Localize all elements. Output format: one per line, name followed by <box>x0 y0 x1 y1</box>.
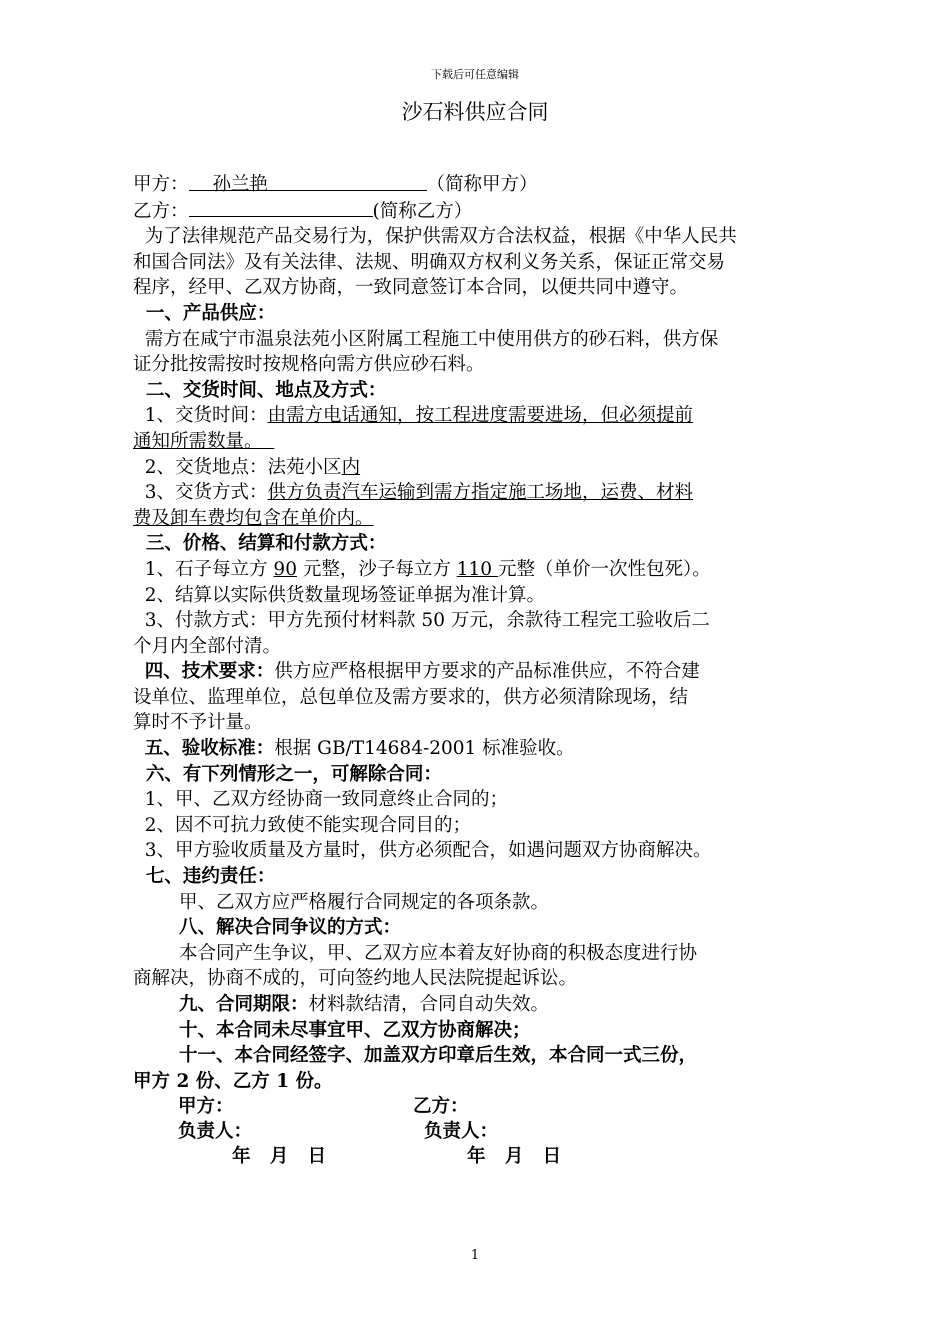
list-item: 1、甲、乙双方经协商一致同意终止合同的； <box>144 789 509 811</box>
price-line: 1、石子每立方 90 元整，沙子每立方 110 元整（单价一次性包死）。 <box>144 558 711 580</box>
party-b-line: 乙方： (简称乙方） <box>133 198 823 225</box>
delivery-mode-line: 3、交货方式：供方负责汽车运输到需方指定施工场地，运费、材料 <box>144 482 694 504</box>
preamble-line: 和国合同法》及有关法律、法规、明确双方权利义务关系，保证正常交易 <box>133 251 726 273</box>
signature-party-b-date: 年 月 日 <box>467 1146 562 1167</box>
paragraph-line: 甲、乙双方应严格履行合同规定的各项条款。 <box>179 891 550 913</box>
signature-party-a-responsible: 负责人： <box>178 1121 253 1142</box>
section-heading: 三、价格、结算和付款方式： <box>145 533 387 555</box>
party-a-line: 甲方： 孙兰艳 （简称甲方） <box>133 174 538 195</box>
page-number: 1 <box>470 1248 480 1263</box>
paragraph-line: 本合同产生争议，甲、乙双方应本着友好协商的积极态度进行协 <box>179 942 698 964</box>
list-item: 3、甲方验收质量及方量时，供方必须配合，如遇问题双方协商解决。 <box>144 840 712 862</box>
signature-party-b-responsible: 负责人： <box>424 1121 499 1142</box>
paragraph-line: 甲方 2 份、乙方 1 份。 <box>133 1070 333 1092</box>
stone-price: 90 <box>273 558 297 580</box>
paragraph-line: 证分批按需按时按规格向需方供应砂石料。 <box>133 354 485 376</box>
contract-body <box>133 172 823 1094</box>
document-title: 沙石料供应合同 <box>401 100 549 124</box>
delivery-time-line: 通知所需数量。 <box>133 430 263 452</box>
signature-party-b-label: 乙方： <box>413 1096 469 1117</box>
section-heading: 十一、本合同经签字、加盖双方印章后生效，本合同一式三份， <box>179 1045 698 1067</box>
paragraph-line: 3、付款方式：甲方先预付材料款 50 万元，余款待工程完工验收后二 <box>144 610 710 632</box>
paragraph-line: 需方在咸宁市温泉法苑小区附属工程施工中使用供方的砂石料，供方保 <box>144 328 719 350</box>
paragraph-line: 个月内全部付清。 <box>133 635 282 657</box>
section-heading: 十、本合同未尽事宜甲、乙双方协商解决； <box>179 1019 531 1041</box>
delivery-time-line: 1、交货时间：由需方电话通知，按工程进度需要进场，但必须提前 <box>144 405 694 427</box>
delivery-mode-line: 费及卸车费均包含在单价内。 <box>133 507 374 529</box>
paragraph-line: 2、结算以实际供货数量现场签证单据为准计算。 <box>144 584 546 606</box>
acceptance-line: 五、验收标准：根据 GB/T14684-2001 标准验收。 <box>144 738 575 760</box>
preamble-line: 程序，经甲、乙双方协商，一致同意签订本合同，以便共同中遵守。 <box>133 277 689 299</box>
paragraph-line: 设单位、监理单位，总包单位及需方要求的，供方必须清除现场，结 <box>133 686 689 708</box>
header-note: 下载后可任意编辑 <box>431 68 519 81</box>
party-b-name-field <box>189 198 373 217</box>
paragraph-line: 商解决，协商不成的，可向签约地人民法院提起诉讼。 <box>133 968 578 990</box>
preamble-line: 为了法律规范产品交易行为，保护供需双方合法权益，根据《中华人民共 <box>144 226 737 248</box>
paragraph-line: 算时不予计量。 <box>133 712 263 734</box>
tech-requirements-line: 四、技术要求：供方应严格根据甲方要求的产品标准供应，不符合建 <box>144 661 700 683</box>
term-line: 九、合同期限：材料款结清，合同自动失效。 <box>179 994 550 1015</box>
list-item: 2、因不可抗力致使不能实现合同目的； <box>144 814 472 836</box>
signature-party-a-label: 甲方： <box>178 1096 234 1117</box>
sand-price: 110 <box>456 558 498 580</box>
section-heading: 六、有下列情形之一，可解除合同： <box>145 763 442 785</box>
signature-party-a-date: 年 月 日 <box>232 1146 327 1167</box>
delivery-place-line: 2、交货地点：法苑小区内 <box>144 456 361 478</box>
section-heading: 二、交货时间、地点及方式： <box>145 379 387 401</box>
section-heading: 一、产品供应： <box>145 302 276 324</box>
section-heading: 八、解决合同争议的方式： <box>179 917 402 939</box>
party-a-name: 孙兰艳 <box>212 174 269 195</box>
section-heading: 七、违约责任： <box>145 866 276 888</box>
